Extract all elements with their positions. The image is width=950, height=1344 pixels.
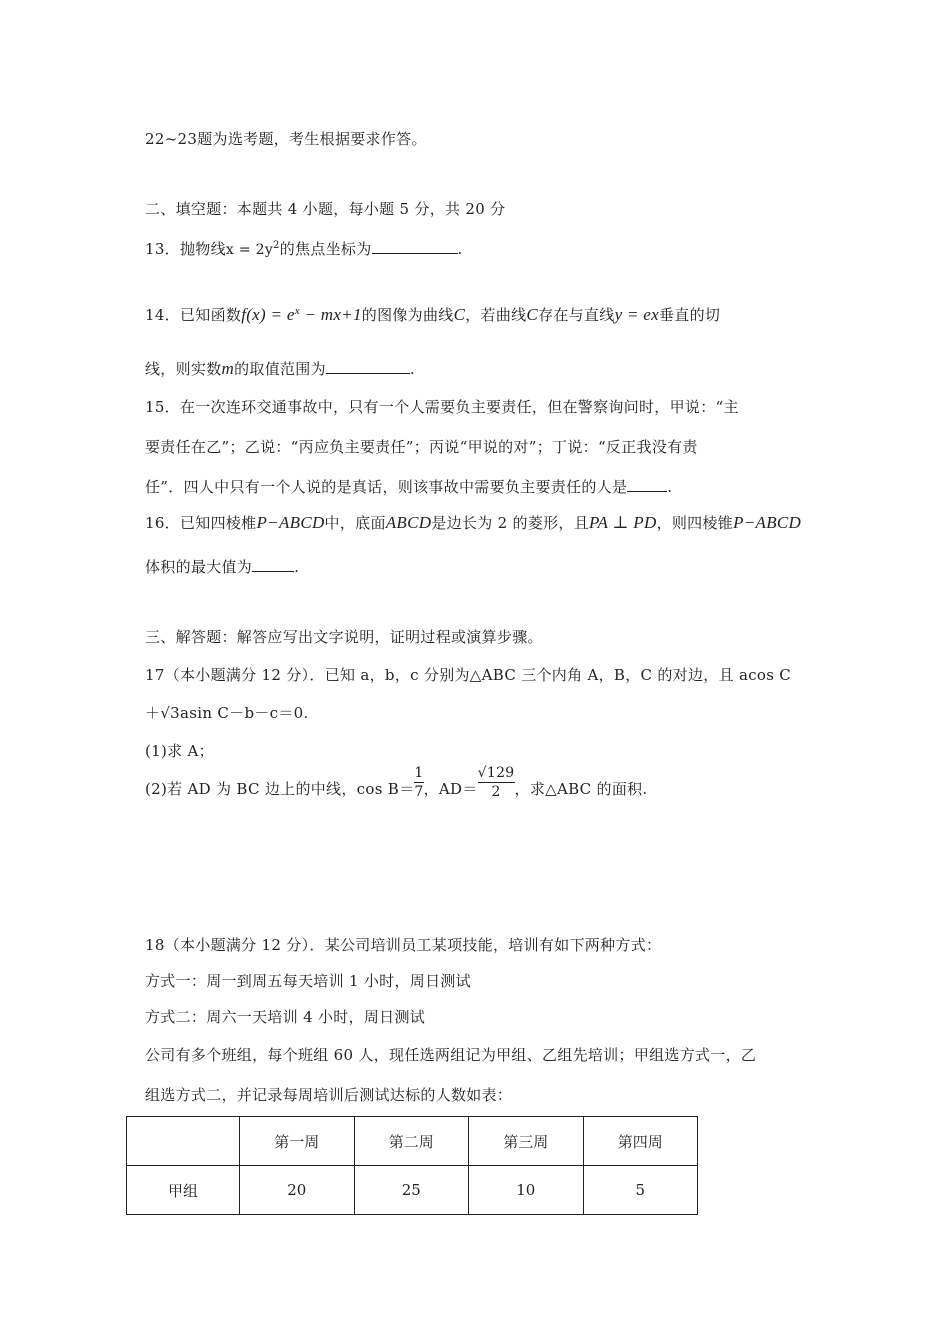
q16-line2-text: 体积的最大值为 xyxy=(145,558,253,576)
q17-part2-text: (2)若 AD 为 BC 边上的中线，cos B＝ xyxy=(145,780,415,798)
q17-equation-rest: asin C－b－c＝0. xyxy=(180,704,309,722)
table-cell: 25 xyxy=(354,1166,469,1215)
fraction-ad xyxy=(478,764,515,801)
q17-line2 xyxy=(145,702,309,723)
q16-text1: 中，底面 xyxy=(324,514,386,532)
q14-var-m: m xyxy=(221,359,235,378)
answer-blank xyxy=(372,239,458,254)
q14-curve-c: C xyxy=(453,305,466,324)
q18-line5: 组选方式二，并记录每周培训后测试达标的人数如表： xyxy=(145,1086,513,1104)
q18-line2: 方式一：周一到周五每天培训 1 小时，周日测试 xyxy=(145,972,471,990)
q17-part2 xyxy=(145,765,648,807)
fraction-denominator: 2 xyxy=(491,784,501,800)
q14-function-formula-rest: − mx+1 xyxy=(299,305,362,324)
q14-function-formula: f(x) = e xyxy=(241,305,295,324)
fraction-numerator: 1 xyxy=(414,765,424,781)
table-header-cell: 第三周 xyxy=(469,1117,584,1166)
q13-tail: 的焦点坐标为 xyxy=(279,240,372,258)
q14-line-eq: y = ex xyxy=(614,305,659,324)
q16-number: 16．已知四棱椎 xyxy=(145,514,257,532)
q14-line2-text2: 的取值范围为 xyxy=(234,360,326,378)
q13 xyxy=(145,238,463,259)
q14-text3: 存在与直线 xyxy=(538,306,615,324)
table-header-cell: 第一周 xyxy=(240,1117,355,1166)
q17-part2-mid: ，AD＝ xyxy=(423,780,478,798)
answer-blank xyxy=(252,557,294,572)
q18-line3: 方式二：周六一天培训 4 小时，周日测试 xyxy=(145,1008,426,1026)
q17-line1: 17（本小题满分 12 分）．已知 a，b，c 分别为△ABC 三个内角 A，B，C 的对边，且 acos C xyxy=(145,666,792,684)
q16-text3: ，则四棱锥 xyxy=(656,514,734,532)
q16-pyramid2: P−ABCD xyxy=(733,513,802,532)
fraction-denominator: 7 xyxy=(414,784,424,800)
section2-heading: 二、填空题：本题共 4 小题，每小题 5 分，共 20 分 xyxy=(145,200,506,218)
table-row xyxy=(127,1166,698,1215)
q14-text1: 的图像为曲线 xyxy=(361,306,454,324)
q14-end: . xyxy=(409,360,415,378)
q14-line1 xyxy=(145,304,720,325)
q15-line3 xyxy=(145,476,672,497)
q15-end: . xyxy=(667,478,673,496)
answer-blank xyxy=(326,359,410,374)
q18-line1: 18（本小题满分 12 分）．某公司培训员工某项技能，培训有如下两种方式： xyxy=(145,936,662,954)
q17-plus: ＋ xyxy=(145,704,161,722)
q16-line2 xyxy=(145,556,299,577)
answer-blank xyxy=(627,477,667,492)
q16-line1 xyxy=(145,512,801,533)
fraction-cos-b xyxy=(414,764,423,801)
table-header-cell: 第四周 xyxy=(583,1117,698,1166)
q14-curve-c2: C xyxy=(526,305,539,324)
q14-text4: 垂直的切 xyxy=(659,306,721,324)
q13-number: 13．抛物线 xyxy=(145,240,226,258)
section3-heading: 三、解答题：解答应写出文字说明，证明过程或演算步骤。 xyxy=(145,628,543,646)
fraction-numerator: √129 xyxy=(477,765,515,781)
q15-line3-text: 任”．四人中只有一个人说的是真话，则该事故中需要负主要责任的人是 xyxy=(145,478,628,496)
table-cell: 10 xyxy=(469,1166,584,1215)
q16-text2: 是边长为 2 的菱形，且 xyxy=(431,514,590,532)
q16-end: . xyxy=(294,558,300,576)
table-header-cell: 第二周 xyxy=(354,1117,469,1166)
q14-text2: ，若曲线 xyxy=(465,306,527,324)
q13-end: . xyxy=(457,240,463,258)
q17-part1: (1)求 A； xyxy=(145,742,214,760)
q13-formula: x = 2y xyxy=(225,242,274,258)
q17-sqrt3: √3 xyxy=(160,704,181,722)
table-cell: 5 xyxy=(583,1166,698,1215)
table-header-row xyxy=(127,1117,698,1166)
intro-text: 22~23题为选考题，考生根据要求作答。 xyxy=(145,130,427,148)
q18-line4: 公司有多个班组，每个班组 60 人，现任选两组记为甲组、乙组先培训；甲组选方式一，乙 xyxy=(145,1046,757,1064)
table-cell: 甲组 xyxy=(127,1166,240,1215)
q14-exponent: x xyxy=(294,305,300,317)
q16-condition: PA ⊥ PD xyxy=(589,513,657,532)
q14-line2-text1: 线，则实数 xyxy=(145,360,222,378)
q13-exponent: 2 xyxy=(273,240,280,251)
training-table xyxy=(126,1116,698,1215)
table-header-cell xyxy=(127,1117,240,1166)
q14-number: 14．已知函数 xyxy=(145,306,242,324)
q15-line2: 要责任在乙”；乙说：“丙应负主要责任”；丙说“甲说的对”；丁说：“反正我没有责 xyxy=(145,438,698,456)
q16-base: ABCD xyxy=(385,513,432,532)
table-cell: 20 xyxy=(240,1166,355,1215)
q17-part2-tail: ，求△ABC 的面积. xyxy=(514,780,648,798)
q14-line2 xyxy=(145,358,415,379)
q16-pyramid: P−ABCD xyxy=(256,513,325,532)
q15-line1: 15．在一次连环交通事故中，只有一个人需要负主要责任，但在警察询问时，甲说：“主 xyxy=(145,398,739,416)
